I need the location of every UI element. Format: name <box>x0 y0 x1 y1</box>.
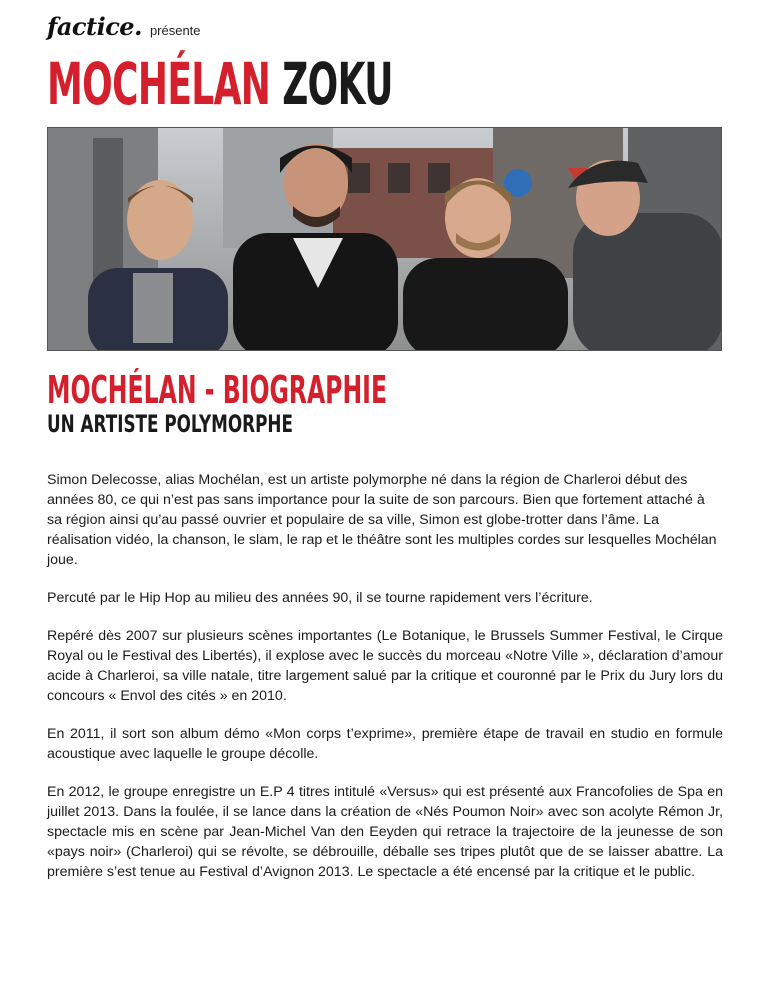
paragraph: En 2011, il sort son album démo «Mon corps t’exprime», première étape de travail en studio en formule acoustique avec laquelle le groupe décolle. <box>47 726 723 762</box>
paragraph: Percuté par le Hip Hop au milieu des années 90, il se tourne rapidement vers l’écriture. <box>47 590 593 606</box>
section-subtitle: UN ARTISTE POLYMORPHE <box>47 410 293 438</box>
paragraph: En 2012, le groupe enregistre un E.P 4 titres intitulé «Versus» qui est présenté aux Francofolies de Spa en juillet 2013. Dans la foulée, il se lance dans la création de «Nés Poumon Noir» avec son acolyte Rémon Jr, spectacle mis en scène par Jean-Michel Van den Eeyden qui retrace la trajectoire de la jeunesse de son «pays noir» (Charleroi) qui se révolte, se débrouille, déballe ses tripes plutôt que de se laisser abattre. La première s’est tenue au Festival d’Avignon 2013. Le spectacle a été encensé par la critique et le public. <box>47 784 723 880</box>
presents-label: présente <box>149 23 201 38</box>
header <box>47 12 201 41</box>
biography-text <box>47 470 723 900</box>
title-artist: MOCHÉLAN <box>47 50 271 118</box>
section-title: MOCHÉLAN - BIOGRAPHIE <box>47 368 388 412</box>
paragraph: Repéré dès 2007 sur plusieurs scènes importantes (Le Botanique, le Brussels Summer Festival, le Cirque Royal ou le Festival des Libertés), il explose avec le succès du morceau «Notre Ville », déclaration d’amour acide à Charleroi, sa ville natale, titre largement salué par la critique et couronné par le Prix du Jury lors du concours « Envol des cités » en 2010. <box>47 628 723 704</box>
factice-logo: factice. <box>47 12 142 41</box>
band-photo <box>47 127 722 351</box>
page-title <box>47 48 393 120</box>
title-band: ZOKU <box>282 50 393 118</box>
paragraph: Simon Delecosse, alias Mochélan, est un artiste polymorphe né dans la région de Charleroi début des années 80, ce qui n’est pas sans importance pour la suite de son parcours. Bien que fortement attaché à sa région ainsi qu’au passé ouvrier et populaire de sa ville, Simon est globe-trotter dans l’âme. La réalisation vidéo, la chanson, le slam, le rap et le théâtre sont les multiples cordes sur lesquelles Mochélan joue. <box>47 472 717 568</box>
